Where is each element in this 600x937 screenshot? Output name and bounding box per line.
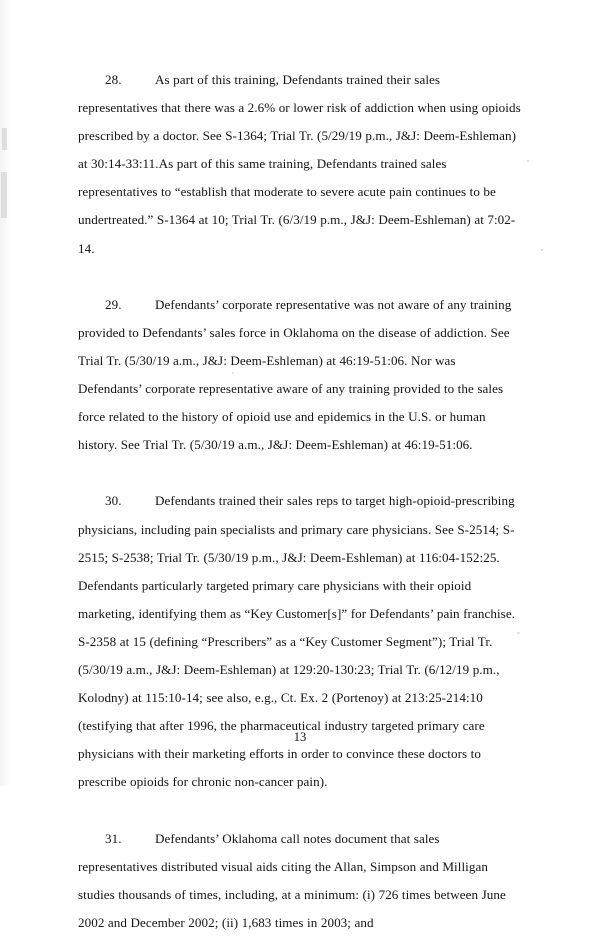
- paragraph-number-31: 31.: [105, 830, 122, 846]
- scan-speck: [1, 172, 7, 218]
- scan-speck: [2, 128, 7, 150]
- paragraph-31: [78, 825, 522, 937]
- page-number: 13: [293, 730, 307, 744]
- paragraph-text-31: Defendants’ Oklahoma call notes document that sales representatives distributed visual aids citing the Allan, Simpson and Milligan studies thousands of times, including, at a minimum: (i) 726 times between June 2002 and December 2002; (ii) 1,683 times in 2003; and: [78, 830, 506, 930]
- document-body: [78, 66, 522, 937]
- paragraph-text-30: Defendants trained their sales reps to target high-opioid-prescribing physicians, including pain specialists and primary care physicians. See S-2514; S-2515; S-2538; Trial Tr. (5/30/19 p.m., J&J: Deem-Eshleman) at 116:04-152:25. Defendants particularly targeted primary care physicians with their opioid marketing, identifying them as “Key Customer[s]” for Defendants’ pain franchise. S-2358 at 15 (defining “Prescribers” as a “Key Customer Segment”); Trial Tr. (5/30/19 a.m., J&J: Deem-Eshleman) at 129:20-130:23; Trial Tr. (6/12/19 p.m., Kolodny) at 115:10-14; see also, e.g., Ct. Ex. 2 (Portenoy) at 213:25-214:10 (testifying that after 1996, the pharmaceutical industry targeted primary care physicians with their marketing efforts in order to convince these doctors to prescribe opioids for chronic non-cancer pain).: [78, 493, 516, 790]
- paragraph-30: [78, 487, 522, 796]
- scan-speck: [541, 249, 543, 251]
- paragraph-number-28: 28.: [105, 72, 122, 87]
- paragraph-text-29: Defendants’ corporate representative was not aware of any training provided to Defendants’ sales force in Oklahoma on the disease of addiction. See Trial Tr. (5/30/19 a.m., J&J: Deem-Eshleman) at 46:19-51:06. Nor was Defendants’ corporate representative aware of any training provided to the sales force related to the history of opioid use and epidemics in the U.S. or human history. See Trial Tr. (5/30/19 a.m., J&J: Deem-Eshleman) at 46:19-51:06.: [78, 296, 512, 453]
- paragraph-number-30: 30.: [105, 493, 122, 509]
- paragraph-29: [78, 291, 522, 460]
- paragraph-28: [78, 66, 522, 263]
- scan-edge-artifact: [0, 0, 10, 786]
- scan-speck: [527, 160, 529, 162]
- paragraph-text-28: As part of this training, Defendants trained their sales representatives that there was a 2.6% or lower risk of addiction when using opioids prescribed by a doctor. See S-1364; Trial Tr. (5/29/19 p.m., J&J: Deem-Eshleman) at 30:14-33:11.As part of this same training, Defendants trained sales representatives to “establish that moderate to severe acute pain continues to be undertreated.” S-1364 at 10; Trial Tr. (6/3/19 p.m., J&J: Deem-Eshleman) at 7:02-14.: [78, 72, 521, 256]
- paragraph-number-29: 29.: [105, 296, 122, 312]
